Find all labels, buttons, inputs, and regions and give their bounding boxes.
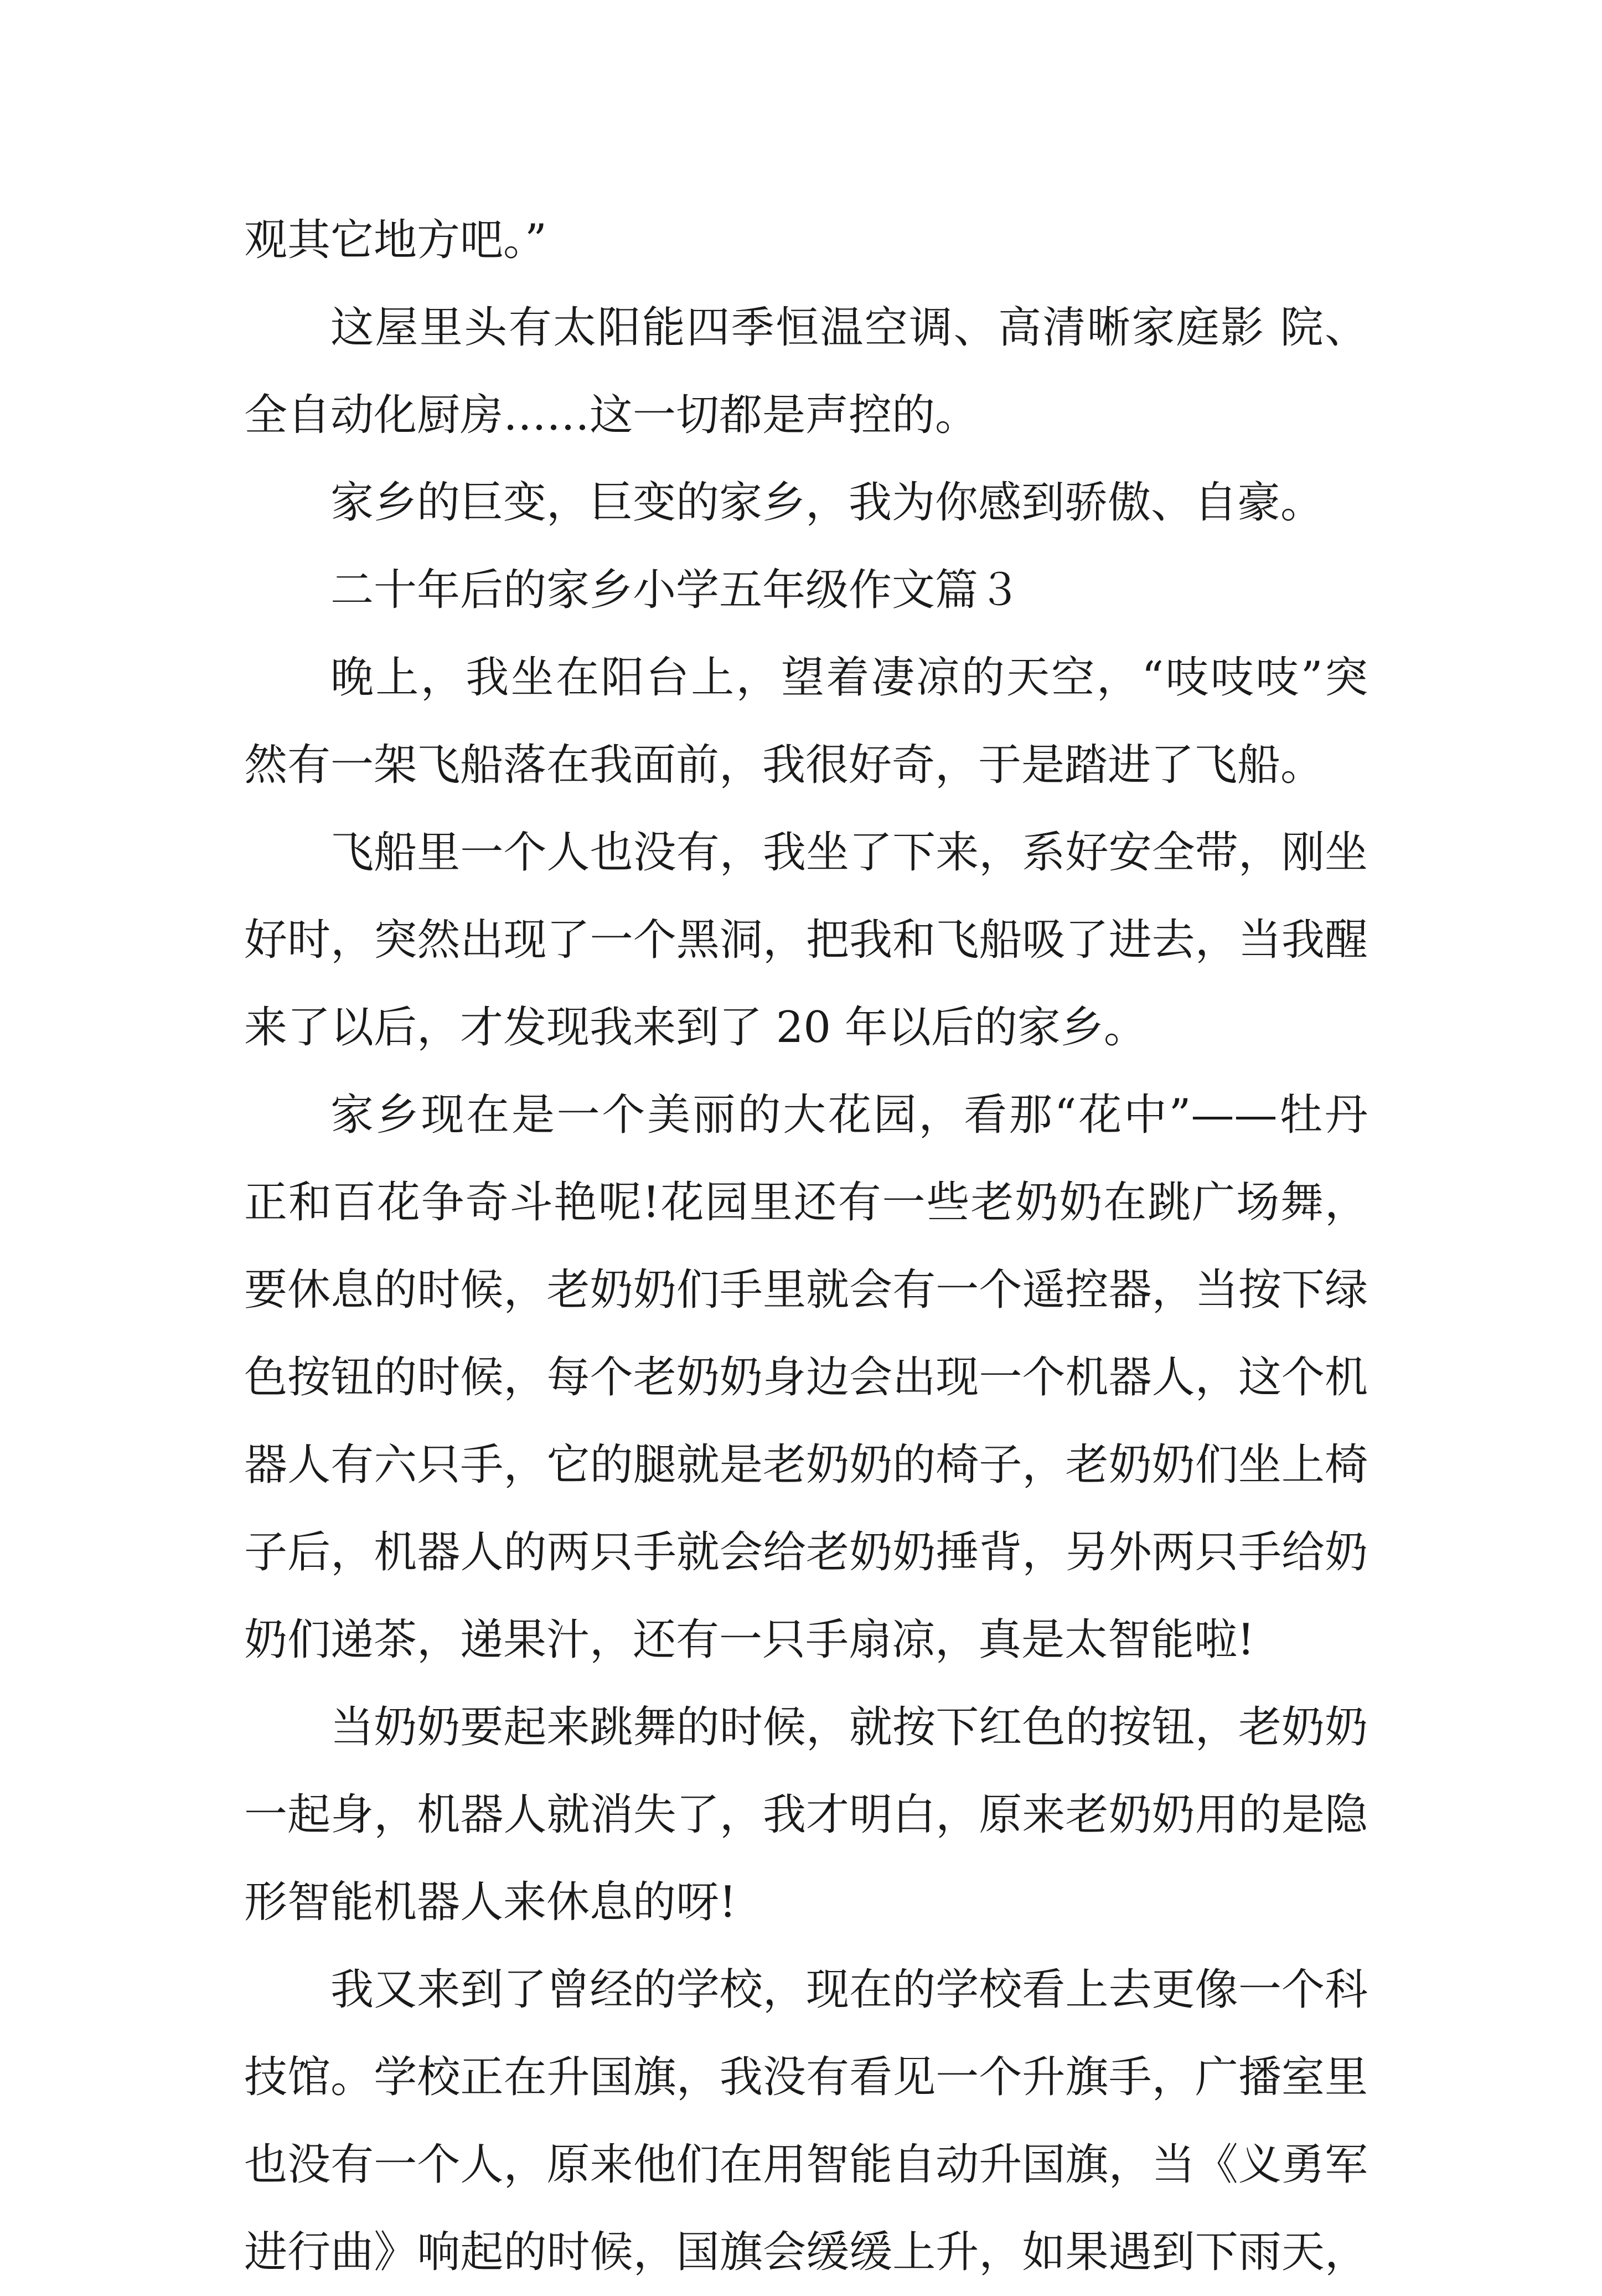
paragraph-line: 技馆。学校正在升国旗，我没有看见一个升旗手，广播室里 — [244, 2052, 1368, 2102]
paragraph-line: 正和百花争奇斗艳呢!花园里还有一些老奶奶在跳广场舞， — [244, 1178, 1368, 1227]
section-heading: 二十年后的家乡小学五年级作文篇３ — [330, 565, 1022, 615]
paragraph-line: 也没有一个人，原来他们在用智能自动升国旗，当《义勇军 — [244, 2140, 1368, 2190]
paragraph-line: 然有一架飞船落在我面前，我很好奇，于是踏进了飞船。 — [244, 740, 1324, 790]
paragraph-line: 观其它地方吧。” — [244, 215, 547, 265]
paragraph-line: 飞船里一个人也没有，我坐了下来，系好安全带，刚坐 — [330, 828, 1368, 878]
paragraph-line: 形智能机器人来休息的呀! — [244, 1877, 737, 1927]
paragraph-line: 家乡的巨变，巨变的家乡，我为你感到骄傲、自豪。 — [330, 478, 1324, 528]
paragraph-line: 一起身，机器人就消失了，我才明白，原来老奶奶用的是隐 — [244, 1790, 1368, 1840]
paragraph-line: 家乡现在是一个美丽的大花园，看那“花中”——牡丹 — [330, 1090, 1368, 1140]
paragraph-line: 要休息的时候，老奶奶们手里就会有一个遥控器，当按下绿 — [244, 1265, 1368, 1315]
paragraph-line: 器人有六只手，它的腿就是老奶奶的椅子，老奶奶们坐上椅 — [244, 1440, 1368, 1490]
paragraph-line: 我又来到了曾经的学校，现在的学校看上去更像一个科 — [330, 1965, 1368, 2015]
paragraph-line: 色按钮的时候，每个老奶奶身边会出现一个机器人，这个机 — [244, 1353, 1368, 1402]
paragraph-line: 全自动化厨房……这一切都是声控的。 — [244, 390, 979, 440]
paragraph-line: 进行曲》响起的时候，国旗会缓缓上升，如果遇到下雨天， — [244, 2227, 1368, 2277]
paragraph-line: 子后，机器人的两只手就会给老奶奶捶背，另外两只手给奶 — [244, 1528, 1368, 1577]
essay-body — [244, 197, 1368, 2296]
paragraph-line: 奶们递茶，递果汁，还有一只手扇凉，真是太智能啦! — [244, 1615, 1255, 1665]
paragraph-line: 来了以后，才发现我来到了 20 年以后的家乡。 — [244, 1003, 1147, 1052]
paragraph-line: 晚上，我坐在阳台上，望着凄凉的天空，“吱吱吱”突 — [330, 653, 1368, 703]
paragraph-line: 这屋里头有太阳能四季恒温空调、高清晰家庭影 院、 — [330, 303, 1368, 353]
paragraph-line: 当奶奶要起来跳舞的时候，就按下红色的按钮，老奶奶 — [330, 1702, 1368, 1752]
paragraph-line: 好时，突然出现了一个黑洞，把我和飞船吸了进去，当我醒 — [244, 915, 1368, 965]
